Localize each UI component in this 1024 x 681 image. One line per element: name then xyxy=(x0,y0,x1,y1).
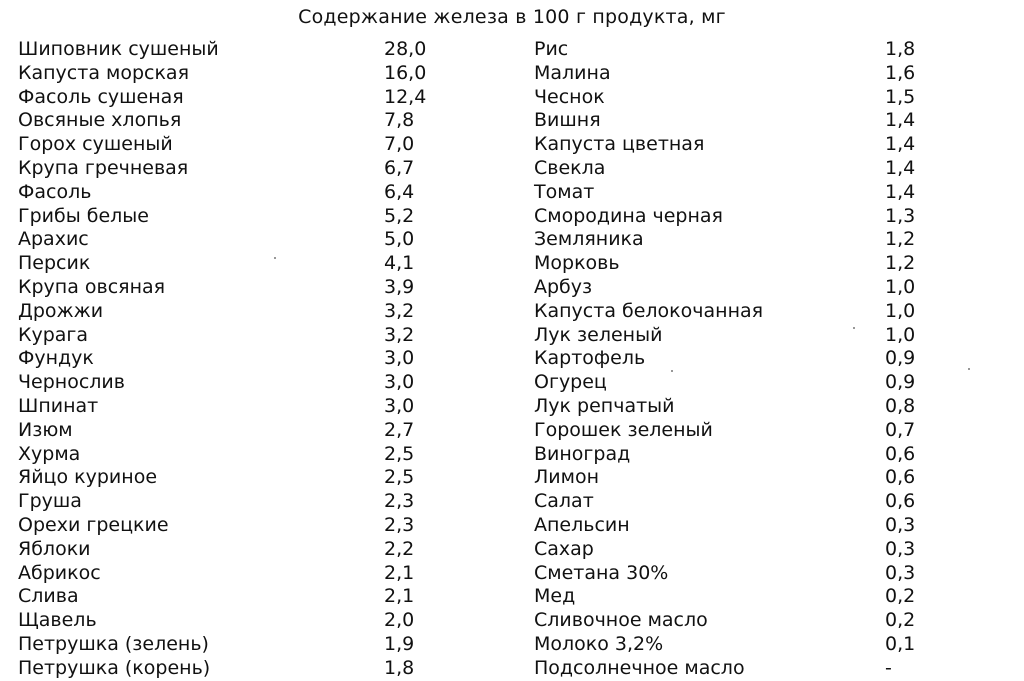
iron-value: - xyxy=(885,656,892,679)
product-name: Подсолнечное масло xyxy=(534,656,745,679)
product-name: Яблоки xyxy=(18,537,91,560)
scan-speck xyxy=(274,257,276,259)
iron-value: 1,2 xyxy=(885,228,916,251)
table-row xyxy=(18,324,518,348)
product-name: Лимон xyxy=(534,466,600,489)
product-name: Сахар xyxy=(534,537,594,560)
product-name: Крупа гречневая xyxy=(18,156,189,179)
iron-value: 3,2 xyxy=(384,299,415,322)
iron-value: 1,0 xyxy=(885,299,916,322)
table-row xyxy=(18,657,518,681)
product-name: Петрушка (зелень) xyxy=(18,632,209,655)
product-name: Слива xyxy=(18,585,79,608)
product-name: Горох сушеный xyxy=(18,133,173,156)
table-row xyxy=(534,538,1004,562)
iron-value: 0,2 xyxy=(885,585,916,608)
table-row xyxy=(18,276,518,300)
table-row xyxy=(534,324,1004,348)
scan-speck xyxy=(968,368,970,370)
product-name: Арахис xyxy=(18,228,89,251)
product-name: Яйцо куриное xyxy=(18,466,158,489)
product-name: Чеснок xyxy=(534,85,605,108)
product-name: Апельсин xyxy=(534,513,630,536)
product-name: Овсяные хлопья xyxy=(18,109,182,132)
product-name: Чернослив xyxy=(18,371,125,394)
product-name: Горошек зеленый xyxy=(534,418,713,441)
product-name: Груша xyxy=(18,490,82,513)
product-name: Огурец xyxy=(534,371,607,394)
table-row xyxy=(18,538,518,562)
product-name: Фасоль xyxy=(18,180,92,203)
product-name: Вишня xyxy=(534,109,601,132)
table-row xyxy=(534,395,1004,419)
iron-value: 0,3 xyxy=(885,537,916,560)
table-row xyxy=(534,371,1004,395)
table-row xyxy=(18,585,518,609)
table-row xyxy=(534,228,1004,252)
product-name: Шпинат xyxy=(18,394,99,417)
iron-value: 2,2 xyxy=(384,537,415,560)
product-name: Хурма xyxy=(18,442,81,465)
iron-value: 0,9 xyxy=(885,371,916,394)
iron-value: 2,7 xyxy=(384,418,415,441)
table-row xyxy=(18,205,518,229)
iron-value: 1,2 xyxy=(885,252,916,275)
iron-value: 0,7 xyxy=(885,418,916,441)
product-name: Рис xyxy=(534,38,569,60)
table-row xyxy=(534,157,1004,181)
iron-value: 5,2 xyxy=(384,204,415,227)
product-name: Петрушка (корень) xyxy=(18,656,211,679)
table-row xyxy=(18,562,518,586)
iron-value: 2,1 xyxy=(384,561,415,584)
product-name: Свекла xyxy=(534,156,606,179)
iron-value: 1,4 xyxy=(885,156,916,179)
table-row xyxy=(18,490,518,514)
table-row xyxy=(18,62,518,86)
iron-value: 1,0 xyxy=(885,323,916,346)
iron-value: 0,6 xyxy=(885,442,916,465)
iron-value: 1,5 xyxy=(885,85,916,108)
table-row xyxy=(534,347,1004,371)
iron-value: 2,5 xyxy=(384,442,415,465)
iron-value: 0,1 xyxy=(885,632,916,655)
product-name: Виноград xyxy=(534,442,631,465)
iron-value: 28,0 xyxy=(384,38,427,60)
table-row xyxy=(18,347,518,371)
table-row xyxy=(534,585,1004,609)
table-row xyxy=(18,157,518,181)
iron-value: 2,5 xyxy=(384,466,415,489)
table-row xyxy=(18,300,518,324)
iron-value: 0,3 xyxy=(885,561,916,584)
product-name: Дрожжи xyxy=(18,299,104,322)
table-row xyxy=(534,86,1004,110)
table-row xyxy=(534,419,1004,443)
table-row xyxy=(534,300,1004,324)
table-row xyxy=(18,633,518,657)
iron-value: 12,4 xyxy=(384,85,427,108)
product-name: Орехи грецкие xyxy=(18,513,169,536)
iron-value: 0,8 xyxy=(885,394,916,417)
iron-value: 1,0 xyxy=(885,275,916,298)
iron-value: 7,8 xyxy=(384,109,415,132)
iron-value: 2,3 xyxy=(384,513,415,536)
left-column xyxy=(18,38,518,681)
scan-speck xyxy=(671,370,673,372)
product-name: Малина xyxy=(534,61,611,84)
table-row xyxy=(534,609,1004,633)
table-row xyxy=(18,466,518,490)
table-row xyxy=(18,228,518,252)
iron-value: 3,2 xyxy=(384,323,415,346)
iron-value: 3,0 xyxy=(384,347,415,370)
iron-value: 3,0 xyxy=(384,371,415,394)
iron-value: 1,8 xyxy=(885,38,916,60)
product-name: Молоко 3,2% xyxy=(534,632,664,655)
iron-value: 16,0 xyxy=(384,61,427,84)
product-name: Курага xyxy=(18,323,89,346)
iron-value: 1,4 xyxy=(885,180,916,203)
product-name: Грибы белые xyxy=(18,204,149,227)
iron-value: 3,9 xyxy=(384,275,415,298)
iron-value: 7,0 xyxy=(384,133,415,156)
iron-value: 1,3 xyxy=(885,204,916,227)
product-name: Земляника xyxy=(534,228,644,251)
iron-value: 0,2 xyxy=(885,609,916,632)
iron-value: 2,1 xyxy=(384,585,415,608)
scan-speck xyxy=(853,327,855,329)
table-row xyxy=(534,133,1004,157)
product-name: Мед xyxy=(534,585,576,608)
iron-value: 1,4 xyxy=(885,109,916,132)
product-name: Абрикос xyxy=(18,561,101,584)
product-name: Смородина черная xyxy=(534,204,723,227)
table-row xyxy=(534,181,1004,205)
product-name: Сливочное масло xyxy=(534,609,708,632)
product-name: Арбуз xyxy=(534,275,593,298)
table-row xyxy=(534,205,1004,229)
table-row xyxy=(18,609,518,633)
iron-value: 5,0 xyxy=(384,228,415,251)
product-name: Капуста белокочанная xyxy=(534,299,764,322)
iron-value: 0,3 xyxy=(885,513,916,536)
table-row xyxy=(18,395,518,419)
iron-value: 0,6 xyxy=(885,490,916,513)
iron-value: 6,7 xyxy=(384,156,415,179)
iron-value: 1,6 xyxy=(885,61,916,84)
table-row xyxy=(18,181,518,205)
iron-value: 3,0 xyxy=(384,394,415,417)
right-column xyxy=(534,38,1004,681)
iron-value: 1,8 xyxy=(384,656,415,679)
table-row xyxy=(18,371,518,395)
product-name: Лук зеленый xyxy=(534,323,663,346)
table-row xyxy=(534,252,1004,276)
table-row xyxy=(534,109,1004,133)
table-row xyxy=(18,443,518,467)
product-name: Шиповник сушеный xyxy=(18,38,219,60)
table-row xyxy=(534,38,1004,62)
iron-value: 0,9 xyxy=(885,347,916,370)
product-name: Щавель xyxy=(18,609,97,632)
product-name: Фасоль сушеная xyxy=(18,85,184,108)
table-row xyxy=(534,466,1004,490)
product-name: Персик xyxy=(18,252,91,275)
table-row xyxy=(534,443,1004,467)
table-row xyxy=(18,419,518,443)
table-row xyxy=(534,514,1004,538)
table-row xyxy=(18,514,518,538)
iron-value: 1,9 xyxy=(384,632,415,655)
product-name: Картофель xyxy=(534,347,646,370)
iron-value: 1,4 xyxy=(885,133,916,156)
table-row xyxy=(18,133,518,157)
table-row xyxy=(18,86,518,110)
table-row xyxy=(534,657,1004,681)
iron-value: 4,1 xyxy=(384,252,415,275)
table-row xyxy=(18,38,518,62)
product-name: Капуста морская xyxy=(18,61,190,84)
product-name: Лук репчатый xyxy=(534,394,675,417)
product-name: Салат xyxy=(534,490,594,513)
iron-value: 2,3 xyxy=(384,490,415,513)
product-name: Сметана 30% xyxy=(534,561,669,584)
table-row xyxy=(18,109,518,133)
iron-value: 2,0 xyxy=(384,609,415,632)
table-row xyxy=(534,490,1004,514)
table-row xyxy=(534,276,1004,300)
product-name: Изюм xyxy=(18,418,73,441)
product-name: Фундук xyxy=(18,347,94,370)
table-row xyxy=(18,252,518,276)
product-name: Морковь xyxy=(534,252,620,275)
page-title: Содержание железа в 100 г продукта, мг xyxy=(298,6,726,28)
product-name: Капуста цветная xyxy=(534,133,705,156)
product-name: Крупа овсяная xyxy=(18,275,166,298)
iron-value: 0,6 xyxy=(885,466,916,489)
iron-value: 6,4 xyxy=(384,180,415,203)
table-row xyxy=(534,562,1004,586)
table-row xyxy=(534,633,1004,657)
product-name: Томат xyxy=(534,180,595,203)
table-row xyxy=(534,62,1004,86)
